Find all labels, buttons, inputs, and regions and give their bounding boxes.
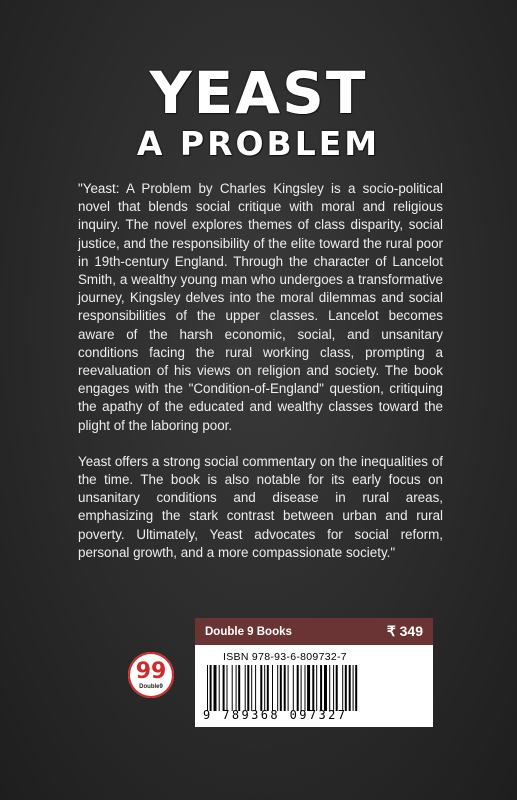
barcode-bar	[293, 665, 294, 711]
description-paragraph-2: Yeast offers a strong social commentary on the inequalities of the time. The book is also notable for its early focus on unsanitary conditions and disease in rural areas, emphasizing the stark contrast between urban and rural poverty. Ultimately, Yeast advocates for social reform, personal growth, and a more compassionate society."	[78, 453, 443, 560]
barcode-bar	[333, 665, 334, 711]
barcode-bar	[316, 665, 317, 711]
barcode-bar	[342, 665, 343, 711]
barcode-bar	[336, 665, 338, 711]
publisher-logo-mark: 99	[135, 659, 167, 684]
barcode-bar	[297, 665, 299, 711]
price-banner	[195, 618, 433, 645]
description-paragraph-1: "Yeast: A Problem by Charles Kingsley is a socio-political novel that blends social critique with moral and religious inquiry. The novel explores themes of class disparity, social justice, and the responsibility of the elite toward the rural poor in 19th-century England. Through the character of Lancelot Smith, a wealthy young man who undergoes a transformative journey, Kingsley delves into the moral dilemmas and social responsibilities of the upper classes. Lancelot becomes aware of the harsh economic, social, and unsanitary conditions facing the rural working class, prompting a reevaluation of his views on religion and society. The book engages with the "Condition-of-England" question, critiquing the apathy of the educated and wealthy classes toward the plight of the laboring poor.	[78, 181, 443, 433]
barcode-bar	[255, 665, 256, 711]
barcode-bar	[232, 665, 233, 711]
publisher-logo	[128, 652, 174, 698]
barcode-bars	[205, 665, 423, 711]
barcode-bar	[288, 665, 289, 711]
barcode-bar	[307, 665, 310, 711]
title-subtitle: A PROBLEM	[136, 124, 381, 163]
barcode-bar	[301, 665, 302, 711]
barcode-bar	[324, 665, 327, 711]
barcode-bar	[264, 665, 265, 711]
barcode-bar	[312, 665, 314, 711]
barcode-digits: 9 789368 097327	[203, 708, 348, 722]
isbn-label: ISBN 978-93-6-809732-7	[223, 651, 347, 663]
barcode-bar	[349, 665, 351, 711]
barcode-bar	[236, 665, 237, 711]
price-label: ₹ 349	[386, 623, 423, 639]
barcode-bar	[277, 665, 278, 711]
barcode-bar	[284, 665, 286, 711]
publisher-logo-word: Double9	[139, 684, 163, 690]
barcode-bar	[320, 665, 322, 711]
barcode-bar	[345, 665, 347, 711]
barcode-bar	[267, 665, 269, 711]
barcode-bar	[219, 665, 220, 711]
publisher-name: Double 9 Books	[205, 625, 292, 638]
barcode-bar	[329, 665, 330, 711]
title-main: YEAST	[149, 59, 368, 127]
barcode-bar	[238, 665, 240, 711]
barcode-bar	[280, 665, 282, 711]
barcode-bar	[353, 665, 354, 711]
barcode-bar	[245, 665, 246, 711]
barcode-bar	[251, 665, 252, 711]
barcode-bar	[260, 665, 262, 711]
barcode-bar	[227, 665, 228, 711]
barcode-bar	[207, 665, 208, 711]
barcode-bar	[214, 665, 217, 711]
barcode-panel	[195, 645, 433, 727]
barcode-bar	[355, 665, 357, 711]
barcode-bar	[223, 665, 225, 711]
book-title	[0, 59, 517, 164]
barcode-bar	[305, 665, 306, 711]
barcode-bar	[272, 665, 273, 711]
barcode-bar	[247, 665, 249, 711]
book-description	[78, 180, 443, 580]
barcode-bar	[210, 665, 212, 711]
